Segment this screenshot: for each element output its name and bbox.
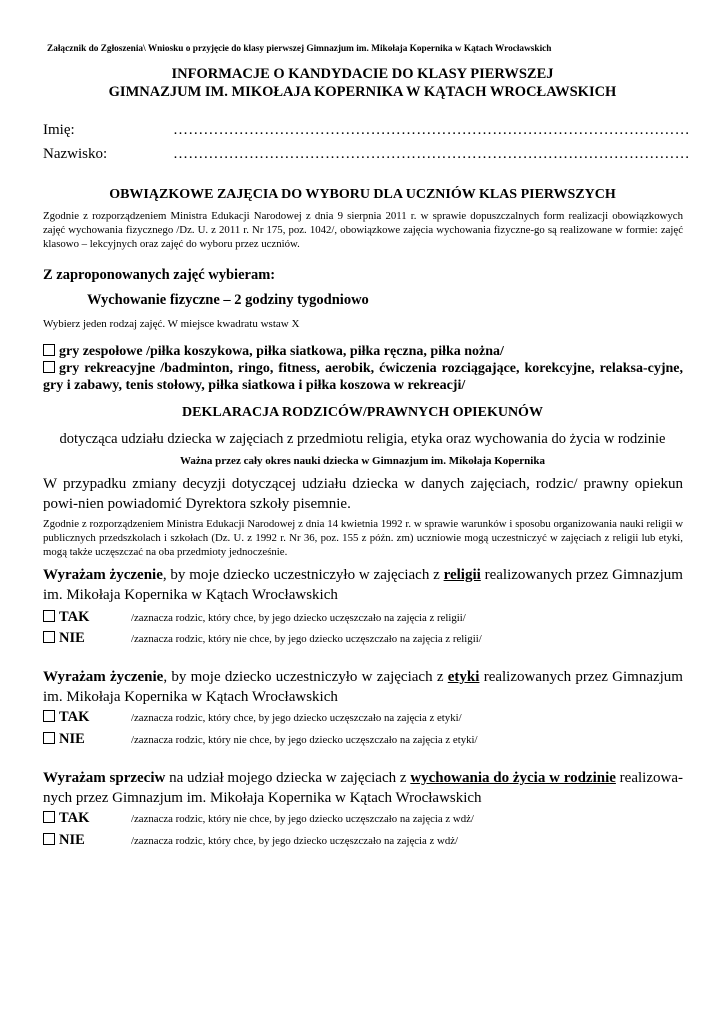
family-life-yes-note: /zaznacza rodzic, który nie chce, by jego dziecko uczęszczało na zajęcia z wdż/ — [131, 813, 474, 825]
attachment-note: Załącznik do Zgłoszenia\ Wniosku o przyjęcie do klasy pierwszej Gimnazjum im. Mikołaja Kopernika w Kątach Wrocławskich — [47, 44, 552, 54]
ethics-yes-label: TAK — [59, 709, 90, 725]
family-life-no-option[interactable] — [43, 832, 85, 849]
checkbox-square-icon[interactable] — [43, 344, 55, 356]
checkbox-square-icon[interactable] — [43, 710, 55, 722]
ethics-text-after: realizowanych przez Gimnazjum im. Mikołaja Kopernika w Kątach Wrocławskich — [43, 669, 683, 705]
religion-regulation-text: Zgodnie z rozporządzeniem Ministra Edukacji Narodowej z dnia 14 kwietnia 1992 r. w sprawie warunków i sposobu organizowania nauki religii w publicznych przedszkolach i szkołach (Dz. U. z 1992 r. Nr 36, poz. 155 z późn. zm) uczniowie mogą uczestniczyć w zajęciach z religii lub etyki, mogą także uczęszczać na oba przedmioty jednocześnie. — [43, 518, 683, 558]
pe-regulation-text: Zgodnie z rozporządzeniem Ministra Edukacji Narodowej z dnia 9 sierpnia 2011 r. w sprawie dopuszczalnych form realizacji obowiązkowych zajęć wychowania fizycznego /Dz. U. z 2011 r. Nr 175, poz. 1042/, obowiązkowe zajęcia wychowania fizyczne-go są realizowane w formie: zajęć klasowo – lekcyjnych oraz zajęć do wyboru przez uczniów. — [43, 210, 683, 250]
religion-statement — [43, 565, 683, 605]
choose-label: Z zaproponowanych zajęć wybieram: — [43, 267, 276, 283]
checkbox-square-icon[interactable] — [43, 732, 55, 744]
checkbox-square-icon[interactable] — [43, 361, 55, 373]
ethics-no-label: NIE — [59, 731, 85, 747]
first-name-field[interactable]: ………………………………………………………………………………………… — [173, 122, 690, 138]
pe-option-recreational-games-label: gry rekreacyjne /badminton, ringo, fitness, aerobik, ćwiczenia rozciągające, korekcyjne, relaksa-cyjne, gry i zabawy, tenis stołowy, piłka siatkowa i piłka koszowa w rekreacji/ — [43, 361, 683, 393]
declaration-heading: DEKLARACJA RODZICÓW/PRAWNYCH OPIEKUNÓW — [182, 405, 543, 420]
pe-section-heading: OBWIĄZKOWE ZAJĘCIA DO WYBORU DLA UCZNIÓW KLAS PIERWSZYCH — [109, 187, 616, 202]
checkbox-square-icon[interactable] — [43, 811, 55, 823]
religion-no-note: /zaznacza rodzic, który nie chce, by jego dziecko uczęszczało na zajęcia z religii/ — [131, 633, 482, 645]
last-name-field[interactable]: ………………………………………………………………………………………… — [173, 146, 690, 162]
last-name-label: Nazwisko: — [43, 146, 108, 162]
religion-text-before: , by moje dziecko uczestniczyło w zajęciach z — [162, 567, 444, 583]
checkbox-square-icon[interactable] — [43, 631, 55, 643]
family-life-no-note: /zaznacza rodzic, który chce, by jego dziecko uczęszczało na zajęcia z wdż/ — [131, 835, 459, 847]
checkbox-square-icon[interactable] — [43, 833, 55, 845]
ethics-yes-option[interactable] — [43, 709, 89, 726]
first-name-label: Imię: — [43, 122, 75, 138]
religion-subject: religii — [443, 567, 481, 583]
family-life-subject: wychowania do życia w rodzinie — [410, 770, 616, 786]
family-life-no-label: NIE — [59, 832, 85, 848]
document-title-line2: GIMNAZJUM IM. MIKOŁAJA KOPERNIKA W KĄTACH WROCŁAWSKICH — [108, 84, 617, 100]
declaration-subtitle: dotycząca udziału dziecka w zajęciach z przedmiotu religia, etyka oraz wychowania do życia w rodzinie — [59, 431, 666, 447]
checkbox-square-icon[interactable] — [43, 610, 55, 622]
family-life-yes-option[interactable] — [43, 810, 89, 827]
religion-no-option[interactable] — [43, 630, 85, 647]
ethics-text-before: , by moje dziecko uczestniczyło w zajęciach z — [163, 669, 448, 685]
religion-text-after: realizowanych przez Gimnazjum im. Mikołaja Kopernika w Kątach Wrocławskich — [43, 567, 683, 603]
family-life-yes-label: TAK — [59, 810, 90, 826]
document-title-line1: INFORMACJE O KANDYDACIE DO KLASY PIERWSZEJ — [171, 66, 554, 82]
family-life-text-before: na udział mojego dziecka w zajęciach z — [165, 770, 411, 786]
ethics-subject: etyki — [447, 669, 480, 685]
selection-hint: Wybierz jeden rodzaj zajęć. W miejsce kwadratu wstaw X — [43, 318, 300, 330]
pe-option-team-games[interactable] — [43, 343, 683, 360]
ethics-lead: Wyrażam życzenie — [43, 669, 164, 685]
ethics-no-note: /zaznacza rodzic, który nie chce, by jego dziecko uczęszczało na zajęcia z etyki/ — [131, 734, 478, 746]
religion-yes-option[interactable] — [43, 609, 89, 626]
ethics-statement — [43, 667, 683, 707]
religion-no-label: NIE — [59, 630, 85, 646]
religion-yes-note: /zaznacza rodzic, który chce, by jego dziecko uczęszczało na zajęcia z religii/ — [131, 612, 466, 624]
religion-lead: Wyrażam życzenie — [43, 567, 163, 583]
change-notice: W przypadku zmiany decyzji dotyczącej udziału dziecka w danych zajęciach, rodzic/ prawny opiekun powi-nien powiadomić Dyrektora szkoły pisemnie. — [43, 476, 683, 512]
family-life-statement — [43, 768, 683, 808]
ethics-yes-note: /zaznacza rodzic, który chce, by jego dziecko uczęszczało na zajęcia z etyki/ — [131, 712, 462, 724]
pe-hours-label: Wychowanie fizyczne – 2 godziny tygodniowo — [87, 292, 369, 308]
pe-option-team-games-label: gry zespołowe /piłka koszykowa, piłka siatkowa, piłka ręczna, piłka nożna/ — [59, 344, 504, 359]
declaration-validity: Ważna przez cały okres nauki dziecka w Gimnazjum im. Mikołaja Kopernika — [180, 455, 545, 467]
family-life-text-after: realizowa-nych przez Gimnazjum im. Mikołaja Kopernika w Kątach Wrocławskich — [43, 770, 683, 806]
pe-option-recreational-games[interactable] — [43, 360, 683, 394]
family-life-lead: Wyrażam sprzeciw — [43, 770, 166, 786]
religion-yes-label: TAK — [59, 609, 90, 625]
ethics-no-option[interactable] — [43, 731, 85, 748]
